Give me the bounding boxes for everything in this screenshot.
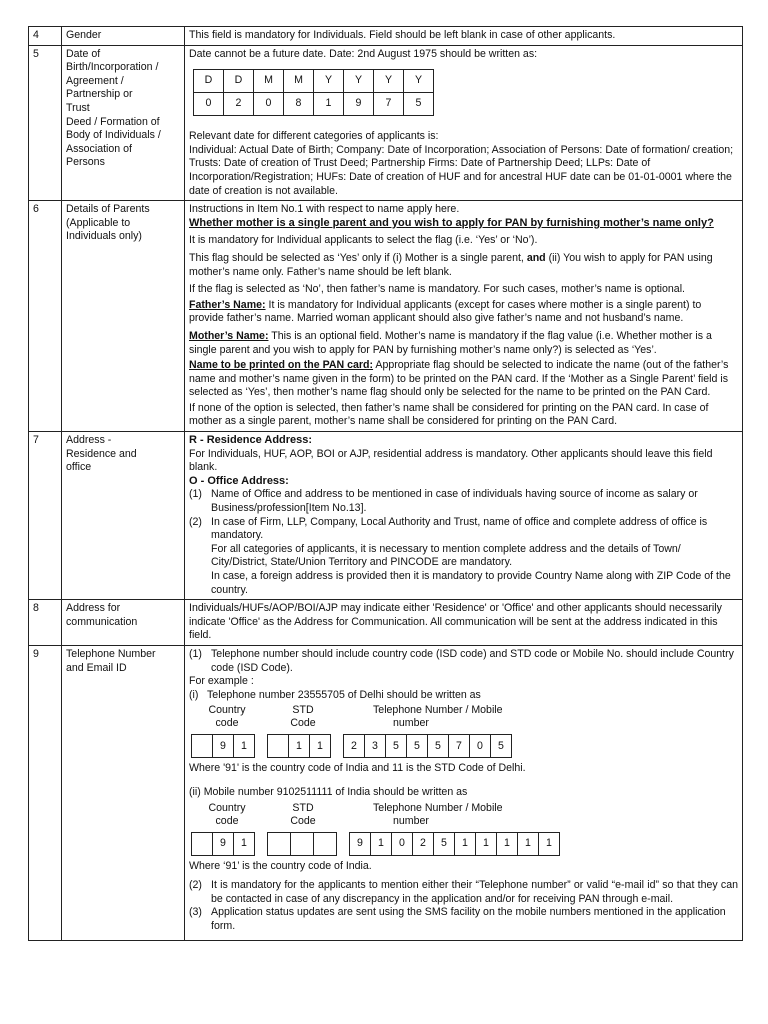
caption-std-code: STD Code <box>290 704 316 730</box>
tel-country-cell <box>191 734 213 758</box>
tel-std-cell <box>267 734 289 758</box>
print-name-desc: Appropriate flag should be selected to indicate the name (out of the father’s name and mother’s name given in the form) to be printed on the PAN card. If the ‘Mother as a Single Parent’ field is selected as ‘Yes’, then mother’s name flag should only be selected for the name to be printed on the PAN Card. <box>189 359 729 399</box>
field-name-line: Partnership or <box>66 88 133 101</box>
table-row <box>29 45 743 201</box>
father-name-text <box>189 299 738 326</box>
mob-number-cell: 2 <box>412 832 434 856</box>
field-instructions: Individuals/HUFs/AOP/BOI/AJP may indicate either 'Residence' or 'Office' and other applicants should necessarily indicate 'Office' as the Address for Communication. All communication will be sent at the address indicated in this field. <box>185 600 743 646</box>
field-name-line: Address for <box>66 602 121 615</box>
caption-telephone-number: Telephone Number / Mobile number <box>373 801 503 827</box>
date-value-cell: 8 <box>284 93 314 116</box>
mob-std-group <box>267 832 337 856</box>
tel-number-group <box>343 734 512 758</box>
field-name <box>62 201 185 432</box>
field-name-line: Association of <box>66 142 132 155</box>
row-number: 4 <box>29 27 62 46</box>
for-example-label: For example : <box>189 675 254 688</box>
date-value-cell: 5 <box>404 93 434 116</box>
father-name-label: Father’s Name: <box>189 298 266 311</box>
list-item-label: (1) <box>189 488 202 501</box>
mob-number-cell: 1 <box>370 832 392 856</box>
field-name-line: Deed / Formation of <box>66 115 160 128</box>
example-telephone <box>189 689 738 703</box>
row-number: 9 <box>29 645 62 940</box>
mob-number-cell: 0 <box>391 832 413 856</box>
none-selected-text: If none of the option is selected, then father’s name shall be considered for printing on the PAN card. In case of mother as a single parent, mother’s name shall be considered for printing on the PAN Card. <box>189 401 709 428</box>
tel-std-group <box>267 734 331 758</box>
date-format-table <box>193 69 434 116</box>
field-instructions <box>185 45 743 201</box>
list-item <box>189 543 738 570</box>
list-item <box>189 570 738 597</box>
mob-number-group <box>349 832 560 856</box>
list-item-text: In case, a foreign address is provided then it is mandatory to provide Country Name along with ZIP Code of the country. <box>211 570 731 596</box>
contact-notes-list <box>189 879 738 933</box>
telephone-note: Where '91' is the country code of India and 11 is the STD Code of Delhi. <box>189 762 526 775</box>
tel-std-cell: 1 <box>309 734 331 758</box>
relevant-date-title: Relevant date for different categories of applicants is: <box>189 130 439 143</box>
field-name <box>62 45 185 201</box>
date-header-cell: Y <box>404 70 434 93</box>
example-mobile: (ii) Mobile number 9102511111 of India should be written as <box>189 785 468 798</box>
field-instructions <box>185 645 743 940</box>
list-item-label: (2) <box>189 879 202 892</box>
field-name-line: Agreement / <box>66 74 124 87</box>
instructions-table <box>28 26 743 941</box>
example-text: Telephone number 23555705 of Delhi should be written as <box>207 688 481 701</box>
date-header-cell: Y <box>314 70 344 93</box>
caption-country-code: Country code <box>208 801 246 827</box>
tel-std-cell: 1 <box>288 734 310 758</box>
field-name-line: and Email ID <box>66 661 127 674</box>
mother-name-label: Mother’s Name: <box>189 329 269 342</box>
flag-yes-and: and <box>526 251 546 264</box>
row-number: 7 <box>29 432 62 600</box>
date-header-cell: Y <box>374 70 404 93</box>
parents-intro: Instructions in Item No.1 with respect to name apply here. <box>189 203 460 216</box>
residence-address-text: For Individuals, HUF, AOP, BOI or AJP, residential address is mandatory. Other applicants should leave this field blank. <box>189 447 713 474</box>
print-name-label: Name to be printed on the PAN card: <box>189 359 374 372</box>
table-row <box>29 201 743 432</box>
field-name-line: Details of Parents <box>66 203 150 216</box>
print-name-text <box>189 359 738 400</box>
mother-name-desc: This is an optional field. Mother’s name is mandatory if the flag value (i.e. Whether mother is a single parent and you wish to apply for PAN by furnishing mother’s name only?) is selected as ‘Yes’. <box>189 329 712 356</box>
table-row <box>29 432 743 600</box>
field-name-line: Address - <box>66 434 112 447</box>
flag-yes-part: (ii) You wish to apply for PAN using mother’s name only. Father’s name should be left blank. <box>189 251 713 278</box>
date-value-cell: 1 <box>314 93 344 116</box>
tel-number-cell: 0 <box>469 734 491 758</box>
field-name-line: (Applicable to <box>66 216 131 229</box>
flag-yes-part: This flag should be selected as ‘Yes’ only if (i) Mother is a single parent, <box>189 251 524 264</box>
date-value-cell: 7 <box>374 93 404 116</box>
flag-mandatory-text: It is mandatory for Individual applicants to select the flag (i.e. ‘Yes’ or ‘No’). <box>189 234 538 247</box>
field-name-line: Persons <box>66 156 105 169</box>
mob-number-cell: 1 <box>496 832 518 856</box>
table-row <box>29 645 743 940</box>
table-row <box>29 27 743 46</box>
list-item <box>189 906 738 933</box>
list-item-text: For all categories of applicants, it is necessary to mention complete address and the details of Town/ City/District, State/Union Territory and PINCODE are mandatory. <box>211 542 681 569</box>
field-name-line: Birth/Incorporation / <box>66 61 159 74</box>
field-name <box>62 645 185 940</box>
tel-country-cell: 1 <box>233 734 255 758</box>
example-label: (i) <box>189 688 199 701</box>
row-number: 8 <box>29 600 62 646</box>
flag-yes-text <box>189 252 738 279</box>
field-name-line: communication <box>66 615 138 628</box>
date-value-cell: 0 <box>254 93 284 116</box>
row-number: 5 <box>29 45 62 201</box>
mob-number-cell: 9 <box>349 832 371 856</box>
field-name <box>62 600 185 646</box>
field-instructions: This field is mandatory for Individuals. Field should be left blank in case of other applicants. <box>185 27 743 46</box>
tel-country-cell: 9 <box>212 734 234 758</box>
tel-country-group <box>191 734 255 758</box>
office-address-list <box>189 488 738 597</box>
tel-number-cell: 5 <box>406 734 428 758</box>
mob-number-cell: 1 <box>475 832 497 856</box>
list-item <box>189 648 738 675</box>
mob-number-cell: 1 <box>538 832 560 856</box>
list-item-text: Telephone number should include country code (ISD code) and STD code or Mobile No. should include Country code (ISD Code). <box>211 647 734 674</box>
date-header-cell: D <box>224 70 254 93</box>
mob-number-cell: 1 <box>517 832 539 856</box>
table-row <box>29 600 743 646</box>
date-header-cell: M <box>254 70 284 93</box>
mob-country-cell <box>191 832 213 856</box>
mob-number-cell: 1 <box>454 832 476 856</box>
caption-std-code: STD Code <box>290 801 316 827</box>
mother-name-text <box>189 330 738 357</box>
mob-country-cell: 9 <box>212 832 234 856</box>
office-address-title: O - Office Address: <box>189 474 289 487</box>
field-name-line: office <box>66 461 92 474</box>
tel-number-cell: 2 <box>343 734 365 758</box>
residence-address-title: R - Residence Address: <box>189 434 313 447</box>
list-item <box>189 879 738 906</box>
caption-country-code: Country code <box>208 704 246 730</box>
date-header-cell: M <box>284 70 314 93</box>
field-instructions <box>185 432 743 600</box>
field-name <box>62 432 185 600</box>
date-value-cell: 9 <box>344 93 374 116</box>
tel-number-cell: 5 <box>490 734 512 758</box>
tel-number-cell: 5 <box>427 734 449 758</box>
list-item <box>189 488 738 515</box>
field-instructions <box>185 201 743 432</box>
caption-telephone-number: Telephone Number / Mobile number <box>373 704 503 730</box>
date-value-cell: 2 <box>224 93 254 116</box>
mob-std-cell <box>290 832 314 856</box>
list-item-text: It is mandatory for the applicants to mention either their “Telephone number” or valid “e-mail id” so that they can be contacted in case of any discrepancy in the application and/or for receiving PAN through e-mail. <box>211 879 738 905</box>
mobile-note: Where ‘91’ is the country code of India. <box>189 859 372 872</box>
tel-number-cell: 3 <box>364 734 386 758</box>
mobile-boxes <box>191 832 738 856</box>
date-header-cell: D <box>194 70 224 93</box>
mob-std-cell <box>313 832 337 856</box>
mob-std-cell <box>267 832 291 856</box>
single-parent-question: Whether mother is a single parent and you wish to apply for PAN by furnishing mother’s name only? <box>189 216 714 229</box>
field-name-line: Trust <box>66 101 90 114</box>
list-item-text: In case of Firm, LLP, Company, Local Authority and Trust, name of office and complete address of office is mandatory. <box>211 515 708 542</box>
field-name: Gender <box>62 27 185 46</box>
date-header-cell: Y <box>344 70 374 93</box>
list-item-text: Application status updates are sent using the SMS facility on the mobile numbers mentioned in the application form. <box>211 906 726 932</box>
list-item-label: (2) <box>189 515 202 528</box>
field-name-line: Residence and <box>66 447 137 460</box>
instructions-page <box>28 26 742 941</box>
field-name-line: Individuals only) <box>66 230 142 243</box>
field-name-line: Telephone Number <box>66 647 156 660</box>
list-item-text: Name of Office and address to be mentioned in case of individuals having source of income as salary or Business/profession[Item No.13]. <box>211 488 698 515</box>
date-intro: Date cannot be a future date. Date: 2nd August 1975 should be written as: <box>189 47 538 60</box>
box-captions <box>197 802 738 828</box>
date-value-cell: 0 <box>194 93 224 116</box>
field-name-line: Body of Individuals / <box>66 129 161 142</box>
field-name-line: Date of <box>66 47 101 60</box>
tel-number-cell: 5 <box>385 734 407 758</box>
list-item-label: (3) <box>189 906 202 919</box>
father-name-desc: It is mandatory for Individual applicants (except for cases where mother is a single parent) to provide father’s name. Married woman applicant should also give father’s name and not husband’s name. <box>189 298 702 325</box>
relevant-date-text: Individual: Actual Date of Birth; Company: Date of Incorporation; Association of Persons: Date of formation/ creation; Trusts: Date of creation of Trust Deed; Partnership Firms: Date of Partnership Deed; LLPs: Date of Incorporation/Registration; HUFs: Date of creation of HUF and for ancestral HUF date can be 01-01-0001 where the date of creation is not available. <box>189 143 734 197</box>
row-number: 6 <box>29 201 62 432</box>
box-captions <box>197 704 738 730</box>
mob-country-cell: 1 <box>233 832 255 856</box>
telephone-boxes <box>191 734 738 758</box>
tel-number-cell: 7 <box>448 734 470 758</box>
mob-number-cell: 5 <box>433 832 455 856</box>
flag-no-text: If the flag is selected as ‘No’, then father’s name is mandatory. For such cases, mother’s name is optional. <box>189 283 685 296</box>
list-item-label: (1) <box>189 647 202 660</box>
list-item <box>189 516 738 543</box>
mob-country-group <box>191 832 255 856</box>
